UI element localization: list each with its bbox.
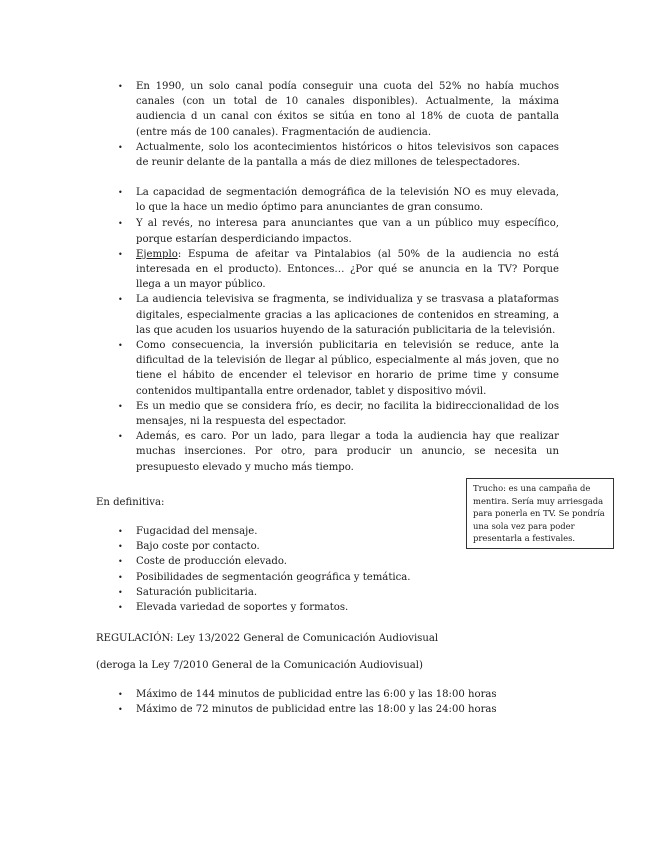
bullet-icon: • xyxy=(118,401,123,411)
list-item: • Ejemplo: Espuma de afeitar va Pintalabios (al 50% de la audiencia no está interesada en el producto). Entonces… ¿Por qué se anuncia en la TV? Porque llega a un mayor público. xyxy=(118,248,559,291)
list-item: • La capacidad de segmentación demográfica de la televisión NO es muy elevada, lo que la hace un medio óptimo para anunciantes de gran consumo. xyxy=(118,187,559,214)
list-item: • Elevada variedad de soportes y formatos. xyxy=(118,600,559,615)
bullet-icon: • xyxy=(118,142,123,152)
bullet-icon: • xyxy=(118,587,123,597)
bullet-icon: • xyxy=(118,432,123,442)
bullet-icon: • xyxy=(118,219,123,229)
bullet-icon: • xyxy=(118,542,123,552)
bullet-icon: • xyxy=(118,690,123,699)
list-item: • Fugacidad del mensaje. xyxy=(118,524,559,539)
bullet-icon: • xyxy=(118,82,123,91)
bullet-icon: • xyxy=(118,527,123,536)
list-item: • Bajo coste por contacto. xyxy=(118,539,559,554)
conclusion-heading: En definitiva: xyxy=(96,497,165,508)
regulation-heading: REGULACIÓN: Ley 13/2022 General de Comunicación Audiovisual xyxy=(96,633,439,644)
repeal-note: (deroga la Ley 7/2010 General de la Comunicación Audiovisual) xyxy=(96,660,423,671)
example-label: Ejemplo xyxy=(136,248,178,260)
list-item: • Máximo de 144 minutos de publicidad entre las 6:00 y las 18:00 horas xyxy=(118,687,559,702)
list-item: • Máximo de 72 minutos de publicidad entre las 18:00 y las 24:00 horas xyxy=(118,702,559,717)
bullet-list-characteristics xyxy=(118,185,559,475)
bullet-icon: • xyxy=(118,572,123,582)
bullet-icon: • xyxy=(118,705,123,715)
bullet-icon: • xyxy=(118,557,123,567)
list-item: • Actualmente, solo los acontecimientos históricos o hitos televisivos son capaces de reunir delante de la pantalla a más de diez millones de telespectadores. xyxy=(118,141,559,169)
bullet-list-ad-limits xyxy=(118,687,559,717)
list-item: • Saturación publicitaria. xyxy=(118,585,559,600)
bullet-list-summary xyxy=(118,524,559,615)
list-item: • La audiencia televisiva se fragmenta, se individualiza y se trasvasa a plataformas digitales, especialmente gracias a las aplicaciones de contenidos en streaming, a las que acuden los usuarios huyendo de la saturación publicitaria de la televisión. xyxy=(118,294,559,336)
list-item: • Es un medio que se considera frío, es decir, no facilita la bidireccionalidad de los mensajes, ni la respuesta del espectador. xyxy=(118,400,559,428)
bullet-icon: • xyxy=(118,188,123,197)
list-item: • En 1990, un solo canal podía conseguir una cuota del 52% no había muchos canales (con un total de 10 canales disponibles). Actualmente, la máxima audiencia d un canal con éxitos se sitúa en tono al 18% de cuota de pantalla (entre más de 100 canales). Fragmentación de audiencia. xyxy=(118,81,559,138)
bullet-icon: • xyxy=(118,249,123,259)
bullet-icon: • xyxy=(118,341,123,351)
bullet-icon: • xyxy=(118,603,123,613)
bullet-icon: • xyxy=(118,295,123,305)
bullet-list-audience-share xyxy=(118,79,559,170)
list-item: • Además, es caro. Por un lado, para llegar a toda la audiencia hay que realizar muchas inserciones. Por otro, para producir un anuncio, se necesita un presupuesto elevado y mucho más tiempo. xyxy=(118,431,559,473)
list-item: • Posibilidades de segmentación geográfica y temática. xyxy=(118,570,559,585)
side-note-comment: Trucho: es una campaña de mentira. Sería muy arriesgada para ponerla en TV. Se pondría una sola vez para poder presentarla a festivales. xyxy=(466,478,614,549)
list-item: • Coste de producción elevado. xyxy=(118,554,559,569)
list-item: • Como consecuencia, la inversión publicitaria en televisión se reduce, ante la dificultad de la televisión de llegar al público, especialmente al más joven, que no tiene el hábito de encender el televisor en horario de prime time y consume contenidos multipantalla entre ordenador, tablet y dispositivo móvil. xyxy=(118,340,559,397)
list-item: • Y al revés, no interesa para anunciantes que van a un público muy específico, porque estarían desperdiciando impactos. xyxy=(118,218,559,245)
